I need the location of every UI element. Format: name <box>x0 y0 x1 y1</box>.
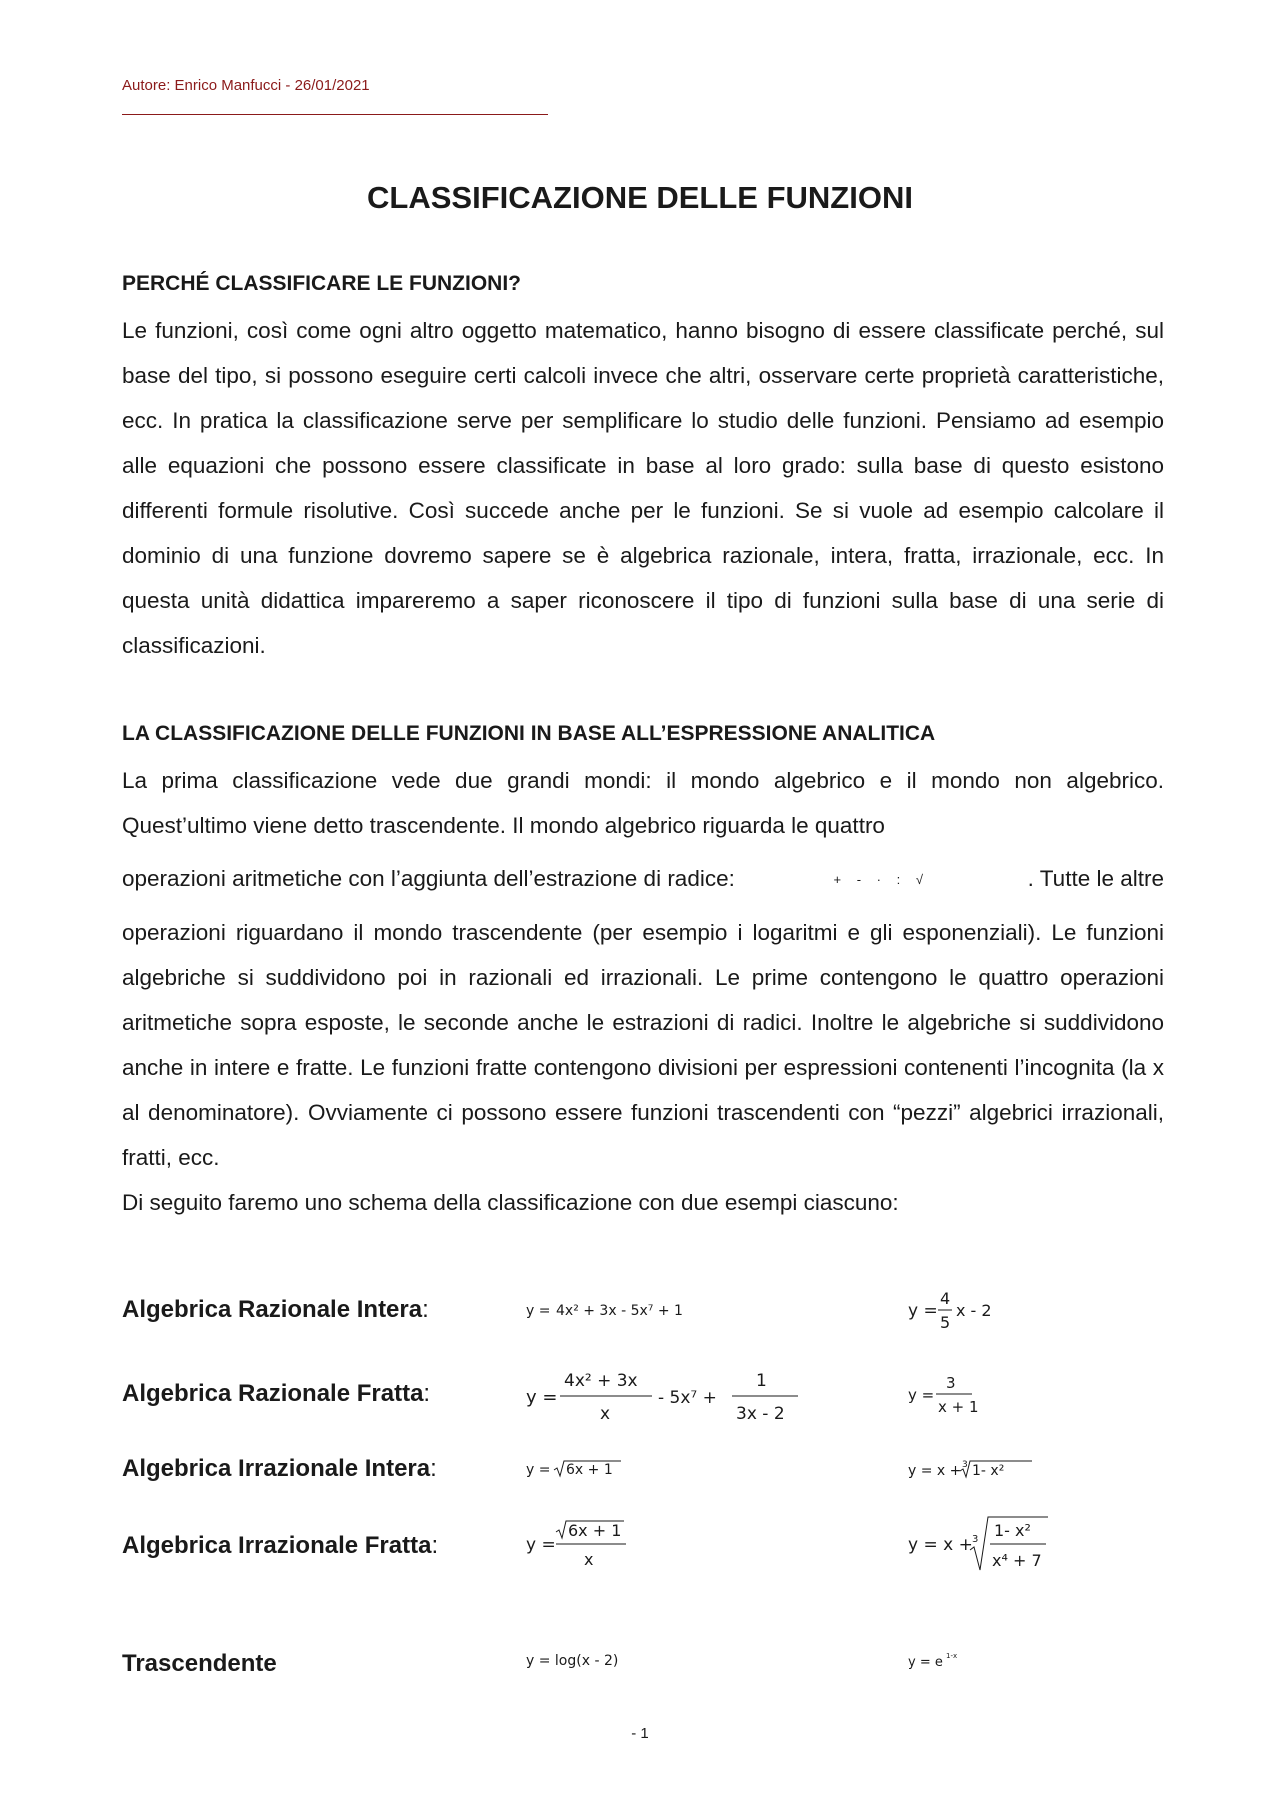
svg-text:6x + 1: 6x + 1 <box>568 1521 622 1540</box>
paragraph-classification-c: Di seguito faremo uno schema della classificazione con due esempi ciascuno: <box>122 1190 899 1215</box>
svg-text:y = log(x - 2): y = log(x - 2) <box>526 1653 619 1669</box>
paragraph-ops-line <box>122 866 1164 892</box>
section-heading-why: PERCHÉ CLASSIFICARE LE FUNZIONI? <box>122 272 522 295</box>
label-algebrica-razionale-intera: Algebrica Razionale Intera: <box>122 1296 429 1323</box>
svg-text:x + 1: x + 1 <box>938 1398 979 1416</box>
author-header: Autore: Enrico Manfucci - 26/01/2021 <box>122 77 370 94</box>
paragraph-classification-a: La prima classificazione vede due grandi mondi: il mondo algebrico e il mondo non algebrico. Quest’ultimo viene detto trascendente. Il mondo algebrico riguarda le quattro <box>122 768 1164 838</box>
svg-text:1-x: 1-x <box>946 1652 958 1660</box>
svg-text:4x² + 3x - 5x⁷ + 1: 4x² + 3x - 5x⁷ + 1 <box>556 1303 683 1319</box>
paragraph-classification-b: operazioni riguardano il mondo trascendente (per esempio i logaritmi e gli esponenziali). Le funzioni algebriche si suddividono poi in razionali ed irrazionali. Le prime contengono le quattro operazioni aritmetiche sopra esposte, le seconde anche le estrazioni di radici. Inoltre le algebriche si suddividono anche in intere e fratte. Le funzioni fratte contengono divisioni per espressioni contenenti l’incognita (la x al denominatore). Ovviamente ci possono essere funzioni trascendenti con “pezzi” algebrici irrazionali, fratti, ecc. <box>122 920 1164 1170</box>
page-number: - 1 <box>631 1725 649 1742</box>
svg-text:3: 3 <box>962 1460 968 1470</box>
formula-razionale-fratta-2 <box>908 1372 1018 1426</box>
svg-text:y =: y = <box>526 1303 551 1319</box>
label-trascendente: Trascendente <box>122 1650 277 1677</box>
svg-text:y =: y = <box>526 1387 558 1408</box>
formula-razionale-intera-1 <box>526 1298 746 1326</box>
label-algebrica-irrazionale-fratta: Algebrica Irrazionale Fratta: <box>122 1532 439 1559</box>
svg-text:6x + 1: 6x + 1 <box>566 1462 613 1478</box>
svg-text:3: 3 <box>972 1534 979 1545</box>
svg-text:x⁴ + 7: x⁴ + 7 <box>992 1551 1042 1570</box>
formula-irrazionale-intera-1 <box>526 1456 636 1486</box>
ops-line-text: operazioni aritmetiche con l’aggiunta dell’estrazione di radice: <box>122 866 735 891</box>
svg-text:3: 3 <box>946 1374 956 1392</box>
operations-symbols: + - · : √ <box>833 871 929 887</box>
ops-line-tail: . Tutte le altre <box>1027 866 1164 891</box>
svg-text:x: x <box>584 1550 594 1569</box>
svg-text:1: 1 <box>756 1371 767 1391</box>
svg-text:y =: y = <box>526 1462 551 1478</box>
svg-text:x - 2: x - 2 <box>956 1301 992 1320</box>
svg-text:5: 5 <box>940 1313 951 1332</box>
svg-text:4x² + 3x: 4x² + 3x <box>564 1371 638 1391</box>
formula-irrazionale-fratta-2 <box>908 1512 1058 1580</box>
page-title: CLASSIFICAZIONE DELLE FUNZIONI <box>367 180 913 215</box>
svg-text:1- x²: 1- x² <box>972 1463 1005 1479</box>
svg-text:y =: y = <box>526 1535 556 1555</box>
svg-text:y = x +: y = x + <box>908 1463 962 1479</box>
formula-razionale-intera-2 <box>908 1286 1018 1340</box>
svg-text:3x - 2: 3x - 2 <box>736 1404 785 1424</box>
svg-text:- 5x⁷ +: - 5x⁷ + <box>658 1388 717 1408</box>
svg-text:1- x²: 1- x² <box>994 1521 1031 1540</box>
paragraph-why: Le funzioni, così come ogni altro oggetto matematico, hanno bisogno di essere classificate perché, sul base del tipo, si possono eseguire certi calcoli invece che altri, osservare certe proprietà caratteristiche, ecc. In pratica la classificazione serve per semplificare lo studio delle funzioni. Pensiamo ad esempio alle equazioni che possono essere classificate in base al loro grado: sulla base di questo esistono differenti formule risolutive. Così succede anche per le funzioni. Se si vuole ad esempio calcolare il dominio di una funzione dovremo sapere se è algebrica razionale, intera, fratta, irrazionale, ecc. In questa unità didattica impareremo a saper riconoscere il tipo di funzioni sulla base di una serie di classificazioni. <box>122 318 1164 658</box>
formula-irrazionale-intera-2 <box>908 1455 1038 1487</box>
svg-text:y =: y = <box>908 1386 935 1404</box>
label-algebrica-razionale-fratta: Algebrica Razionale Fratta: <box>122 1380 431 1407</box>
section-heading-classification: LA CLASSIFICAZIONE DELLE FUNZIONI IN BASE ALL’ESPRESSIONE ANALITICA <box>122 722 936 745</box>
svg-text:x: x <box>600 1404 611 1424</box>
svg-text:y =: y = <box>908 1301 938 1321</box>
svg-text:y = x +: y = x + <box>908 1535 973 1555</box>
header-divider <box>122 114 548 115</box>
label-algebrica-irrazionale-intera: Algebrica Irrazionale Intera: <box>122 1455 437 1482</box>
svg-text:4: 4 <box>940 1289 951 1308</box>
formula-trascendente-2 <box>908 1648 988 1676</box>
formula-trascendente-1 <box>526 1648 666 1676</box>
formula-irrazionale-fratta-1 <box>526 1516 636 1576</box>
formula-razionale-fratta-1 <box>526 1368 806 1432</box>
svg-text:y = e: y = e <box>908 1655 943 1670</box>
